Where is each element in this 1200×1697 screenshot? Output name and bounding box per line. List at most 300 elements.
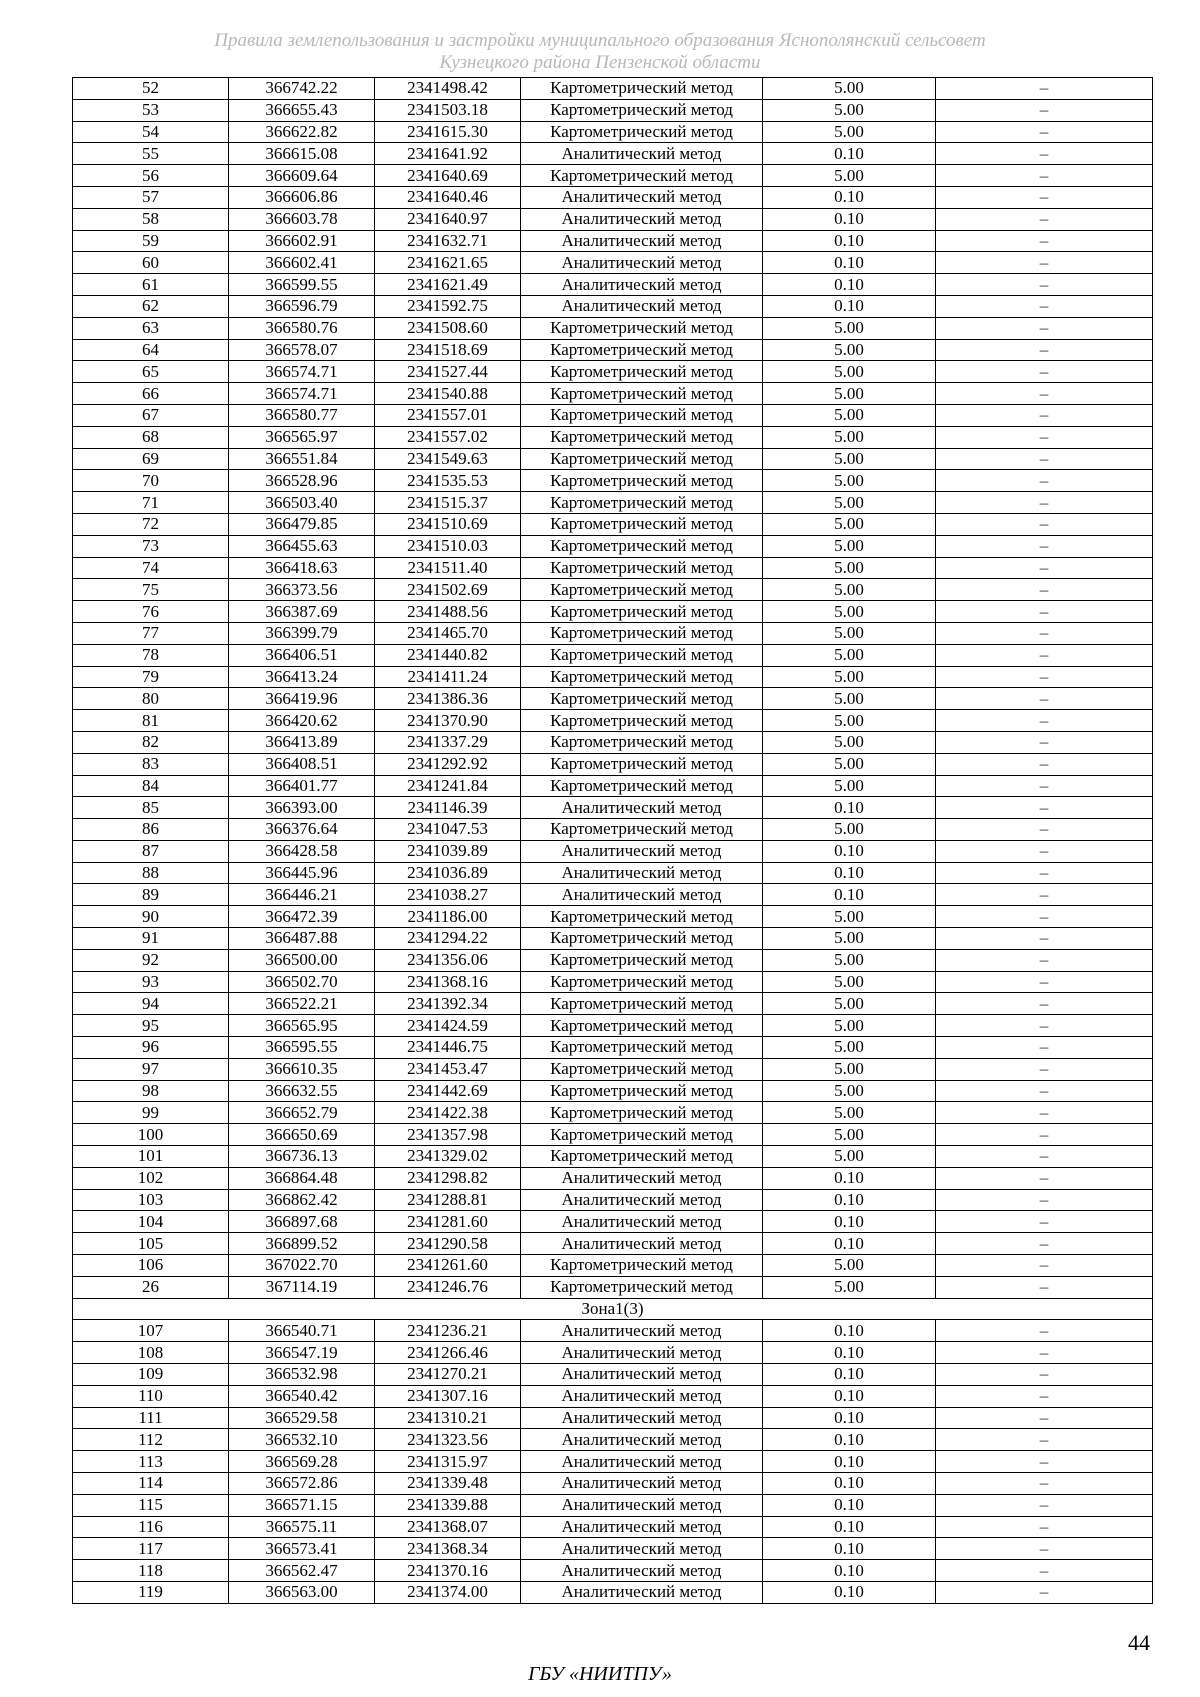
point-number-cell: 54 [73, 121, 229, 143]
method-cell: Картометрический метод [521, 819, 763, 841]
method-cell: Картометрический метод [521, 121, 763, 143]
x-coordinate-cell: 366572.86 [229, 1473, 375, 1495]
formula-cell: – [936, 819, 1153, 841]
x-coordinate-cell: 366580.76 [229, 317, 375, 339]
y-coordinate-cell: 2341510.03 [375, 535, 521, 557]
accuracy-cell: 5.00 [763, 1276, 936, 1298]
table-row [73, 862, 1153, 884]
x-coordinate-cell: 366373.56 [229, 579, 375, 601]
point-number-cell: 109 [73, 1364, 229, 1386]
x-coordinate-cell: 366575.11 [229, 1516, 375, 1538]
y-coordinate-cell: 2341621.49 [375, 274, 521, 296]
point-number-cell: 77 [73, 622, 229, 644]
table-row [73, 121, 1153, 143]
point-number-cell: 66 [73, 383, 229, 405]
accuracy-cell: 5.00 [763, 775, 936, 797]
accuracy-cell: 5.00 [763, 666, 936, 688]
formula-cell: – [936, 579, 1153, 601]
y-coordinate-cell: 2341370.90 [375, 710, 521, 732]
point-number-cell: 64 [73, 339, 229, 361]
table-row [73, 819, 1153, 841]
method-cell: Картометрический метод [521, 557, 763, 579]
method-cell: Картометрический метод [521, 361, 763, 383]
formula-cell: – [936, 1494, 1153, 1516]
table-row [73, 513, 1153, 535]
accuracy-cell: 5.00 [763, 710, 936, 732]
table-row [73, 535, 1153, 557]
method-cell: Картометрический метод [521, 513, 763, 535]
method-cell: Картометрический метод [521, 1124, 763, 1146]
x-coordinate-cell: 366500.00 [229, 949, 375, 971]
accuracy-cell: 0.10 [763, 1233, 936, 1255]
y-coordinate-cell: 2341442.69 [375, 1080, 521, 1102]
accuracy-cell: 5.00 [763, 993, 936, 1015]
section-row [73, 1298, 1153, 1320]
table-row [73, 971, 1153, 993]
method-cell: Аналитический метод [521, 1429, 763, 1451]
method-cell: Картометрический метод [521, 1102, 763, 1124]
y-coordinate-cell: 2341515.37 [375, 492, 521, 514]
method-cell: Картометрический метод [521, 404, 763, 426]
y-coordinate-cell: 2341036.89 [375, 862, 521, 884]
point-number-cell: 100 [73, 1124, 229, 1146]
method-cell: Картометрический метод [521, 165, 763, 187]
table-row [73, 1516, 1153, 1538]
table-row [73, 1276, 1153, 1298]
table-row [73, 143, 1153, 165]
x-coordinate-cell: 366387.69 [229, 601, 375, 623]
accuracy-cell: 5.00 [763, 906, 936, 928]
table-row [73, 1146, 1153, 1168]
x-coordinate-cell: 366595.55 [229, 1037, 375, 1059]
method-cell: Картометрический метод [521, 99, 763, 121]
method-cell: Картометрический метод [521, 492, 763, 514]
formula-cell: – [936, 448, 1153, 470]
table-row [73, 1581, 1153, 1603]
x-coordinate-cell: 366419.96 [229, 688, 375, 710]
table-row [73, 404, 1153, 426]
x-coordinate-cell: 366532.10 [229, 1429, 375, 1451]
point-number-cell: 63 [73, 317, 229, 339]
formula-cell: – [936, 1058, 1153, 1080]
method-cell: Аналитический метод [521, 1211, 763, 1233]
point-number-cell: 92 [73, 949, 229, 971]
accuracy-cell: 5.00 [763, 928, 936, 950]
formula-cell: – [936, 1124, 1153, 1146]
x-coordinate-cell: 366455.63 [229, 535, 375, 557]
method-cell: Аналитический метод [521, 186, 763, 208]
accuracy-cell: 5.00 [763, 1255, 936, 1277]
formula-cell: – [936, 797, 1153, 819]
formula-cell: – [936, 688, 1153, 710]
method-cell: Картометрический метод [521, 470, 763, 492]
table-row [73, 840, 1153, 862]
accuracy-cell: 5.00 [763, 535, 936, 557]
formula-cell: – [936, 535, 1153, 557]
formula-cell: – [936, 1407, 1153, 1429]
method-cell: Аналитический метод [521, 143, 763, 165]
accuracy-cell: 0.10 [763, 1364, 936, 1386]
point-number-cell: 105 [73, 1233, 229, 1255]
accuracy-cell: 5.00 [763, 1124, 936, 1146]
table-row [73, 949, 1153, 971]
point-number-cell: 116 [73, 1516, 229, 1538]
x-coordinate-cell: 366610.35 [229, 1058, 375, 1080]
method-cell: Картометрический метод [521, 448, 763, 470]
x-coordinate-cell: 366578.07 [229, 339, 375, 361]
point-number-cell: 101 [73, 1146, 229, 1168]
accuracy-cell: 0.10 [763, 1211, 936, 1233]
point-number-cell: 73 [73, 535, 229, 557]
table-row [73, 470, 1153, 492]
accuracy-cell: 5.00 [763, 492, 936, 514]
formula-cell: – [936, 1560, 1153, 1582]
x-coordinate-cell: 366446.21 [229, 884, 375, 906]
formula-cell: – [936, 121, 1153, 143]
formula-cell: – [936, 928, 1153, 950]
formula-cell: – [936, 426, 1153, 448]
method-cell: Аналитический метод [521, 1494, 763, 1516]
method-cell: Картометрический метод [521, 1015, 763, 1037]
point-number-cell: 58 [73, 208, 229, 230]
y-coordinate-cell: 2341329.02 [375, 1146, 521, 1168]
formula-cell: – [936, 513, 1153, 535]
y-coordinate-cell: 2341592.75 [375, 295, 521, 317]
table-row [73, 317, 1153, 339]
table-row [73, 1385, 1153, 1407]
x-coordinate-cell: 366565.95 [229, 1015, 375, 1037]
accuracy-cell: 5.00 [763, 1102, 936, 1124]
header-line-2: Кузнецкого района Пензенской области [439, 52, 761, 73]
y-coordinate-cell: 2341356.06 [375, 949, 521, 971]
formula-cell: – [936, 1342, 1153, 1364]
accuracy-cell: 5.00 [763, 753, 936, 775]
method-cell: Аналитический метод [521, 1451, 763, 1473]
method-cell: Картометрический метод [521, 1255, 763, 1277]
x-coordinate-cell: 366529.58 [229, 1407, 375, 1429]
y-coordinate-cell: 2341323.56 [375, 1429, 521, 1451]
x-coordinate-cell: 366562.47 [229, 1560, 375, 1582]
method-cell: Аналитический метод [521, 840, 763, 862]
x-coordinate-cell: 366580.77 [229, 404, 375, 426]
accuracy-cell: 0.10 [763, 1429, 936, 1451]
table-row [73, 557, 1153, 579]
x-coordinate-cell: 366609.64 [229, 165, 375, 187]
x-coordinate-cell: 366413.89 [229, 731, 375, 753]
point-number-cell: 114 [73, 1473, 229, 1495]
point-number-cell: 55 [73, 143, 229, 165]
x-coordinate-cell: 366503.40 [229, 492, 375, 514]
y-coordinate-cell: 2341368.07 [375, 1516, 521, 1538]
accuracy-cell: 5.00 [763, 1058, 936, 1080]
method-cell: Картометрический метод [521, 688, 763, 710]
table-row [73, 666, 1153, 688]
formula-cell: – [936, 1015, 1153, 1037]
y-coordinate-cell: 2341337.29 [375, 731, 521, 753]
x-coordinate-cell: 366401.77 [229, 775, 375, 797]
table-row [73, 1015, 1153, 1037]
method-cell: Аналитический метод [521, 274, 763, 296]
table-row [73, 186, 1153, 208]
accuracy-cell: 0.10 [763, 1538, 936, 1560]
method-cell: Картометрический метод [521, 666, 763, 688]
accuracy-cell: 0.10 [763, 1407, 936, 1429]
method-cell: Картометрический метод [521, 317, 763, 339]
method-cell: Картометрический метод [521, 1037, 763, 1059]
table-row [73, 1255, 1153, 1277]
x-coordinate-cell: 366540.42 [229, 1385, 375, 1407]
accuracy-cell: 5.00 [763, 426, 936, 448]
point-number-cell: 52 [73, 78, 229, 100]
method-cell: Аналитический метод [521, 1167, 763, 1189]
formula-cell: – [936, 78, 1153, 100]
y-coordinate-cell: 2341266.46 [375, 1342, 521, 1364]
method-cell: Аналитический метод [521, 1233, 763, 1255]
y-coordinate-cell: 2341241.84 [375, 775, 521, 797]
page-number: 44 [1128, 1630, 1150, 1655]
point-number-cell: 87 [73, 840, 229, 862]
method-cell: Картометрический метод [521, 949, 763, 971]
y-coordinate-cell: 2341508.60 [375, 317, 521, 339]
point-number-cell: 108 [73, 1342, 229, 1364]
method-cell: Аналитический метод [521, 1516, 763, 1538]
y-coordinate-cell: 2341640.97 [375, 208, 521, 230]
point-number-cell: 81 [73, 710, 229, 732]
formula-cell: – [936, 1364, 1153, 1386]
x-coordinate-cell: 366418.63 [229, 557, 375, 579]
point-number-cell: 117 [73, 1538, 229, 1560]
y-coordinate-cell: 2341339.48 [375, 1473, 521, 1495]
accuracy-cell: 0.10 [763, 1189, 936, 1211]
y-coordinate-cell: 2341294.22 [375, 928, 521, 950]
x-coordinate-cell: 366445.96 [229, 862, 375, 884]
accuracy-cell: 5.00 [763, 383, 936, 405]
accuracy-cell: 5.00 [763, 622, 936, 644]
formula-cell: – [936, 1429, 1153, 1451]
y-coordinate-cell: 2341038.27 [375, 884, 521, 906]
y-coordinate-cell: 2341339.88 [375, 1494, 521, 1516]
point-number-cell: 82 [73, 731, 229, 753]
x-coordinate-cell: 366599.55 [229, 274, 375, 296]
formula-cell: – [936, 710, 1153, 732]
table-row [73, 1342, 1153, 1364]
table-row [73, 1211, 1153, 1233]
y-coordinate-cell: 2341288.81 [375, 1189, 521, 1211]
x-coordinate-cell: 366487.88 [229, 928, 375, 950]
coordinates-table-body [73, 78, 1153, 1604]
formula-cell: – [936, 208, 1153, 230]
accuracy-cell: 5.00 [763, 339, 936, 361]
method-cell: Картометрический метод [521, 78, 763, 100]
formula-cell: – [936, 557, 1153, 579]
point-number-cell: 102 [73, 1167, 229, 1189]
point-number-cell: 106 [73, 1255, 229, 1277]
formula-cell: – [936, 1211, 1153, 1233]
point-number-cell: 67 [73, 404, 229, 426]
table-row [73, 1102, 1153, 1124]
table-row [73, 383, 1153, 405]
method-cell: Картометрический метод [521, 1080, 763, 1102]
table-row [73, 295, 1153, 317]
x-coordinate-cell: 366574.71 [229, 383, 375, 405]
point-number-cell: 119 [73, 1581, 229, 1603]
x-coordinate-cell: 366565.97 [229, 426, 375, 448]
formula-cell: – [936, 404, 1153, 426]
accuracy-cell: 5.00 [763, 819, 936, 841]
point-number-cell: 103 [73, 1189, 229, 1211]
formula-cell: – [936, 274, 1153, 296]
accuracy-cell: 5.00 [763, 949, 936, 971]
x-coordinate-cell: 366897.68 [229, 1211, 375, 1233]
y-coordinate-cell: 2341315.97 [375, 1451, 521, 1473]
formula-cell: – [936, 99, 1153, 121]
formula-cell: – [936, 470, 1153, 492]
y-coordinate-cell: 2341292.92 [375, 753, 521, 775]
method-cell: Картометрический метод [521, 579, 763, 601]
table-row [73, 252, 1153, 274]
x-coordinate-cell: 366899.52 [229, 1233, 375, 1255]
accuracy-cell: 0.10 [763, 1342, 936, 1364]
accuracy-cell: 0.10 [763, 840, 936, 862]
y-coordinate-cell: 2341615.30 [375, 121, 521, 143]
method-cell: Аналитический метод [521, 295, 763, 317]
point-number-cell: 84 [73, 775, 229, 797]
accuracy-cell: 0.10 [763, 1451, 936, 1473]
table-row [73, 1124, 1153, 1146]
y-coordinate-cell: 2341641.92 [375, 143, 521, 165]
formula-cell: – [936, 317, 1153, 339]
x-coordinate-cell: 366622.82 [229, 121, 375, 143]
y-coordinate-cell: 2341261.60 [375, 1255, 521, 1277]
formula-cell: – [936, 1538, 1153, 1560]
accuracy-cell: 5.00 [763, 1080, 936, 1102]
y-coordinate-cell: 2341465.70 [375, 622, 521, 644]
formula-cell: – [936, 862, 1153, 884]
table-row [73, 1320, 1153, 1342]
formula-cell: – [936, 1037, 1153, 1059]
point-number-cell: 90 [73, 906, 229, 928]
y-coordinate-cell: 2341446.75 [375, 1037, 521, 1059]
point-number-cell: 61 [73, 274, 229, 296]
accuracy-cell: 0.10 [763, 1581, 936, 1603]
point-number-cell: 71 [73, 492, 229, 514]
x-coordinate-cell: 366736.13 [229, 1146, 375, 1168]
table-row [73, 1560, 1153, 1582]
point-number-cell: 26 [73, 1276, 229, 1298]
method-cell: Картометрический метод [521, 710, 763, 732]
y-coordinate-cell: 2341411.24 [375, 666, 521, 688]
accuracy-cell: 5.00 [763, 470, 936, 492]
formula-cell: – [936, 884, 1153, 906]
y-coordinate-cell: 2341357.98 [375, 1124, 521, 1146]
point-number-cell: 98 [73, 1080, 229, 1102]
accuracy-cell: 0.10 [763, 1167, 936, 1189]
table-row [73, 448, 1153, 470]
formula-cell: – [936, 1516, 1153, 1538]
y-coordinate-cell: 2341549.63 [375, 448, 521, 470]
y-coordinate-cell: 2341310.21 [375, 1407, 521, 1429]
table-row [73, 1189, 1153, 1211]
point-number-cell: 56 [73, 165, 229, 187]
point-number-cell: 110 [73, 1385, 229, 1407]
table-row [73, 644, 1153, 666]
formula-cell: – [936, 1276, 1153, 1298]
method-cell: Аналитический метод [521, 862, 763, 884]
y-coordinate-cell: 2341307.16 [375, 1385, 521, 1407]
y-coordinate-cell: 2341488.56 [375, 601, 521, 623]
page-header [150, 30, 1050, 74]
formula-cell: – [936, 753, 1153, 775]
point-number-cell: 104 [73, 1211, 229, 1233]
y-coordinate-cell: 2341146.39 [375, 797, 521, 819]
formula-cell: – [936, 143, 1153, 165]
point-number-cell: 112 [73, 1429, 229, 1451]
point-number-cell: 79 [73, 666, 229, 688]
y-coordinate-cell: 2341424.59 [375, 1015, 521, 1037]
method-cell: Аналитический метод [521, 252, 763, 274]
method-cell: Картометрический метод [521, 601, 763, 623]
x-coordinate-cell: 366602.41 [229, 252, 375, 274]
accuracy-cell: 5.00 [763, 1146, 936, 1168]
y-coordinate-cell: 2341374.00 [375, 1581, 521, 1603]
accuracy-cell: 0.10 [763, 208, 936, 230]
point-number-cell: 62 [73, 295, 229, 317]
table-row [73, 165, 1153, 187]
formula-cell: – [936, 666, 1153, 688]
table-row [73, 1538, 1153, 1560]
point-number-cell: 83 [73, 753, 229, 775]
y-coordinate-cell: 2341039.89 [375, 840, 521, 862]
method-cell: Аналитический метод [521, 1407, 763, 1429]
method-cell: Картометрический метод [521, 753, 763, 775]
x-coordinate-cell: 366406.51 [229, 644, 375, 666]
accuracy-cell: 5.00 [763, 121, 936, 143]
x-coordinate-cell: 366547.19 [229, 1342, 375, 1364]
formula-cell: – [936, 971, 1153, 993]
x-coordinate-cell: 366376.64 [229, 819, 375, 841]
point-number-cell: 91 [73, 928, 229, 950]
table-row [73, 928, 1153, 950]
accuracy-cell: 5.00 [763, 971, 936, 993]
table-row [73, 993, 1153, 1015]
accuracy-cell: 0.10 [763, 797, 936, 819]
point-number-cell: 60 [73, 252, 229, 274]
y-coordinate-cell: 2341640.69 [375, 165, 521, 187]
accuracy-cell: 5.00 [763, 404, 936, 426]
formula-cell: – [936, 230, 1153, 252]
header-line-1: Правила землепользования и застройки муниципального образования Яснополянский сельсовет [214, 30, 986, 51]
formula-cell: – [936, 622, 1153, 644]
x-coordinate-cell: 366615.08 [229, 143, 375, 165]
formula-cell: – [936, 1581, 1153, 1603]
method-cell: Аналитический метод [521, 1342, 763, 1364]
x-coordinate-cell: 366652.79 [229, 1102, 375, 1124]
y-coordinate-cell: 2341557.02 [375, 426, 521, 448]
accuracy-cell: 5.00 [763, 361, 936, 383]
section-title-cell: Зона1(3) [73, 1298, 1153, 1320]
x-coordinate-cell: 366399.79 [229, 622, 375, 644]
x-coordinate-cell: 366551.84 [229, 448, 375, 470]
point-number-cell: 75 [73, 579, 229, 601]
method-cell: Картометрический метод [521, 535, 763, 557]
x-coordinate-cell: 366532.98 [229, 1364, 375, 1386]
accuracy-cell: 5.00 [763, 731, 936, 753]
y-coordinate-cell: 2341498.42 [375, 78, 521, 100]
accuracy-cell: 5.00 [763, 78, 936, 100]
x-coordinate-cell: 366862.42 [229, 1189, 375, 1211]
x-coordinate-cell: 366563.00 [229, 1581, 375, 1603]
formula-cell: – [936, 1320, 1153, 1342]
